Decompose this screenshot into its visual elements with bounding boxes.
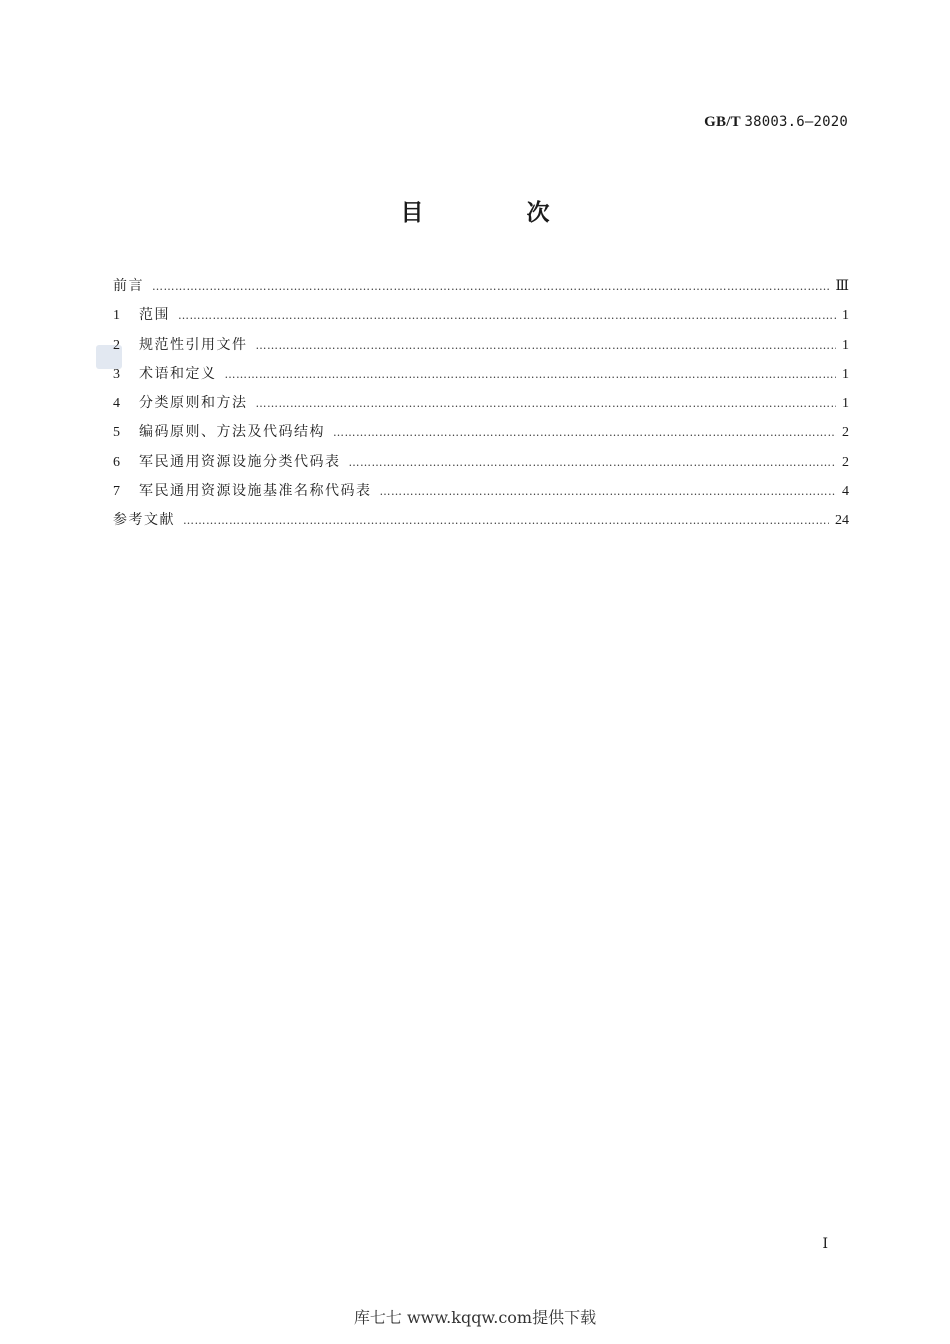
toc-entry-title: 分类原则和方法: [139, 395, 248, 412]
toc-entry-page: 2: [842, 425, 849, 441]
toc-entry-page: 1: [842, 396, 849, 412]
toc-entry-number: 4: [113, 396, 120, 412]
page-number: Ⅰ: [822, 1237, 828, 1252]
toc-entry-title: 军民通用资源设施分类代码表: [139, 453, 341, 470]
toc-entry-number: 3: [113, 366, 120, 382]
toc-entry-page: 1: [842, 366, 849, 382]
toc-leader-dots: [183, 506, 829, 535]
toc-entry-6[interactable]: [113, 448, 849, 477]
toc-entry-foreword[interactable]: [113, 272, 849, 301]
standard-prefix: GB/T: [704, 114, 741, 130]
toc-entry-title: 术语和定义: [139, 365, 217, 382]
toc-entry-2[interactable]: [113, 331, 849, 360]
toc-entry-1[interactable]: [113, 301, 849, 330]
toc-entry-number: 5: [113, 425, 120, 441]
toc-leader-dots: [349, 448, 837, 477]
toc-entry-title: 前言: [113, 278, 144, 294]
toc-entry-page: 2: [842, 454, 849, 470]
toc-entry-page: 1: [842, 308, 849, 324]
toc-entry-title: 编码原则、方法及代码结构: [139, 424, 325, 441]
toc-entry-7[interactable]: [113, 477, 849, 506]
toc-leader-dots: [256, 389, 837, 418]
download-footer: 库七七 www.kqqw.com提供下载: [353, 1308, 597, 1327]
toc-entry-title: 军民通用资源设施基准名称代码表: [139, 483, 372, 500]
toc-leader-dots: [333, 418, 836, 447]
table-of-contents: [113, 272, 849, 536]
toc-leader-dots: [256, 331, 837, 360]
toc-entry-3[interactable]: [113, 360, 849, 389]
toc-entry-number: 1: [113, 308, 120, 324]
toc-entry-number: 2: [113, 337, 120, 353]
toc-entry-title: 参考文献: [113, 512, 175, 529]
toc-entry-number: 7: [113, 484, 120, 500]
standard-number: 38003.6—2020: [744, 114, 848, 130]
toc-entry-5[interactable]: [113, 418, 849, 447]
toc-entry-page: 4: [842, 484, 849, 500]
toc-entry-page: 24: [835, 513, 849, 529]
toc-leader-dots: [178, 301, 836, 330]
toc-entry-number: 6: [113, 454, 120, 470]
toc-entry-references[interactable]: [113, 506, 849, 535]
toc-leader-dots: [152, 272, 829, 301]
toc-leader-dots: [380, 477, 837, 506]
toc-entry-page: 1: [842, 337, 849, 353]
toc-entry-4[interactable]: [113, 389, 849, 418]
toc-entry-page: Ⅲ: [835, 279, 849, 294]
toc-entry-title: 范围: [139, 307, 170, 324]
page-title: 目 次: [400, 200, 590, 226]
toc-leader-dots: [225, 360, 837, 389]
standard-code: [704, 114, 848, 131]
toc-entry-title: 规范性引用文件: [139, 336, 248, 353]
